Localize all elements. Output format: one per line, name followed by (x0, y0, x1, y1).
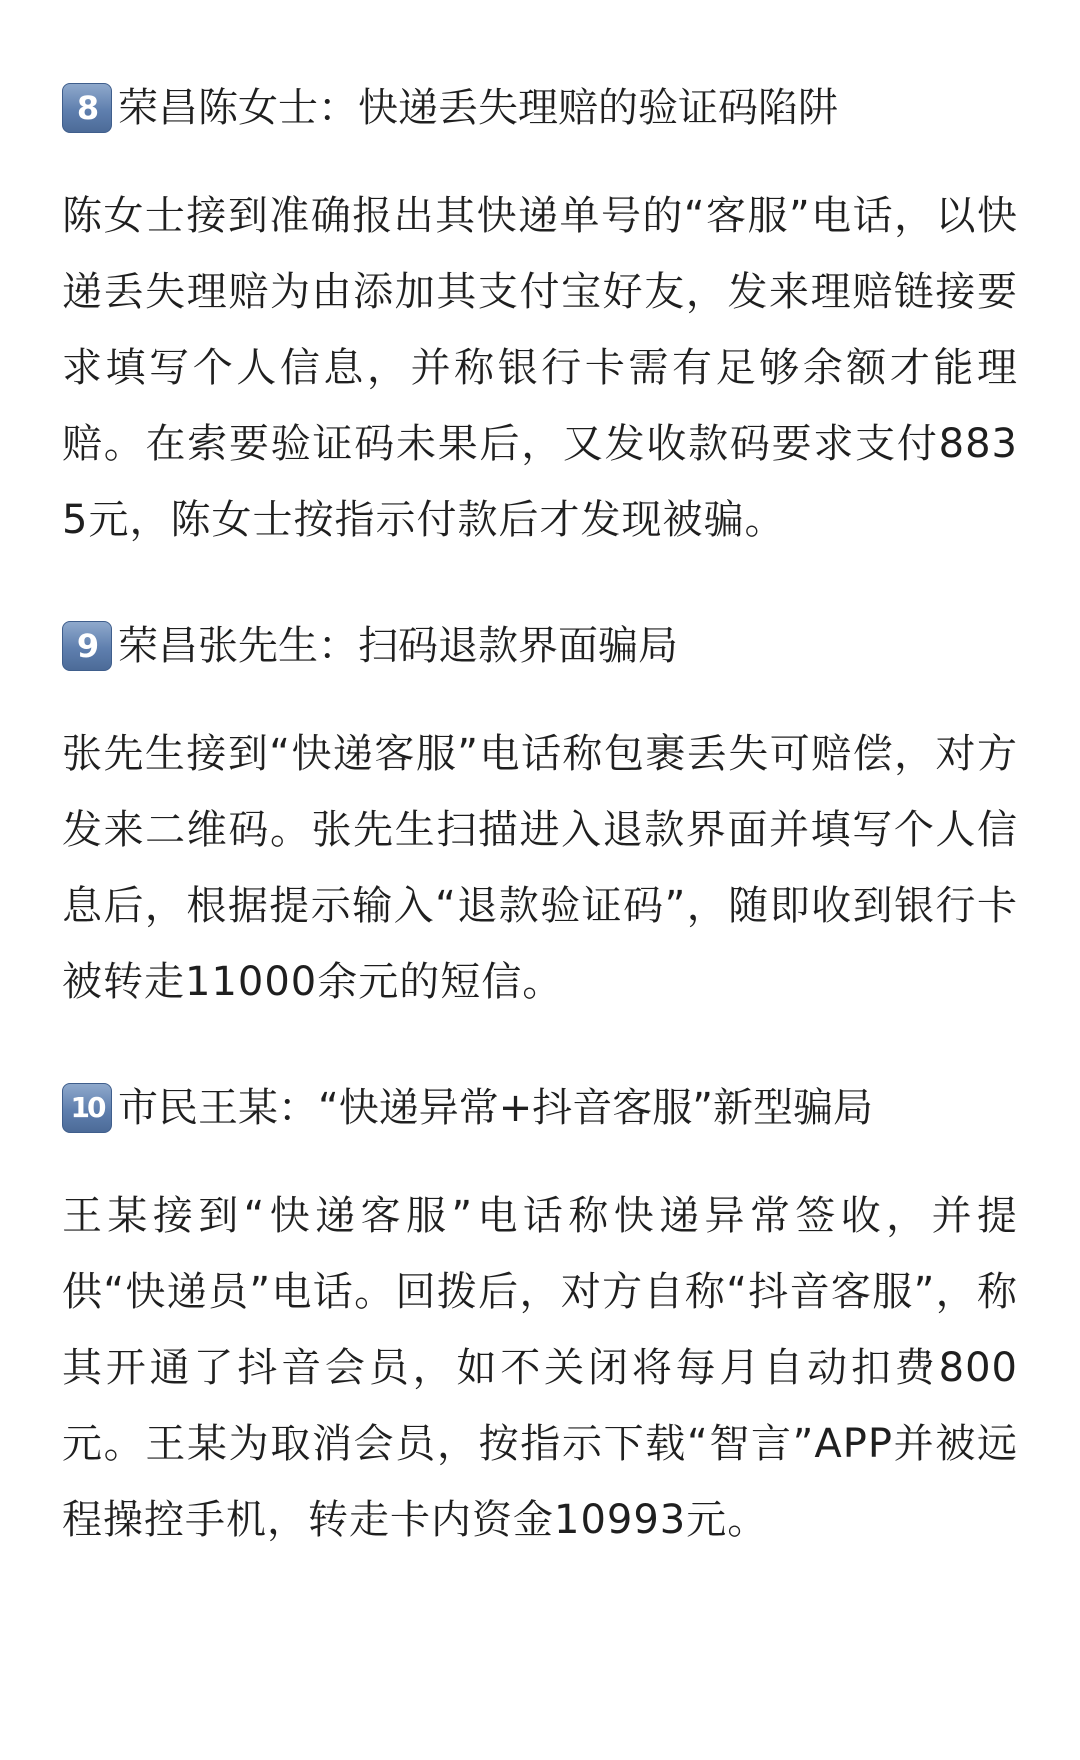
case-body: 陈女士接到准确报出其快递单号的“客服”电话，以快递丢失理赔为由添加其支付宝好友，发来理赔链接要求填写个人信息，并称银行卡需有足够余额才能理赔。在索要验证码未果后，又发收款码要求支付8835元，陈女士按指示付款后才发现被骗。 (62, 193, 1018, 543)
keycap-number-icon: 9 (62, 621, 112, 671)
case-title: 荣昌陈女士：快递丢失理赔的验证码陷阱 (118, 85, 838, 131)
case-title: 市民王某：“快递异常+抖音客服”新型骗局 (118, 1085, 873, 1131)
case-body: 张先生接到“快递客服”电话称包裹丢失可赔偿，对方发来二维码。张先生扫描进入退款界面并填写个人信息后，根据提示输入“退款验证码”，随即收到银行卡被转走11000余元的短信。 (62, 731, 1018, 1005)
case-heading (62, 614, 1018, 678)
case-heading (62, 1076, 1018, 1140)
case-section-9 (62, 614, 1018, 1020)
keycap-number-icon: 10 (62, 1083, 112, 1133)
keycap-number-icon: 8 (62, 83, 112, 133)
case-body: 王某接到“快递客服”电话称快递异常签收，并提供“快递员”电话。回拨后，对方自称“抖音客服”，称其开通了抖音会员，如不关闭将每月自动扣费800元。王某为取消会员，按指示下载“智言”APP并被远程操控手机，转走卡内资金10993元。 (62, 1193, 1018, 1543)
case-title: 荣昌张先生：扫码退款界面骗局 (118, 623, 678, 669)
case-section-10 (62, 1076, 1018, 1558)
case-heading (62, 76, 1018, 140)
case-section-8 (62, 76, 1018, 558)
